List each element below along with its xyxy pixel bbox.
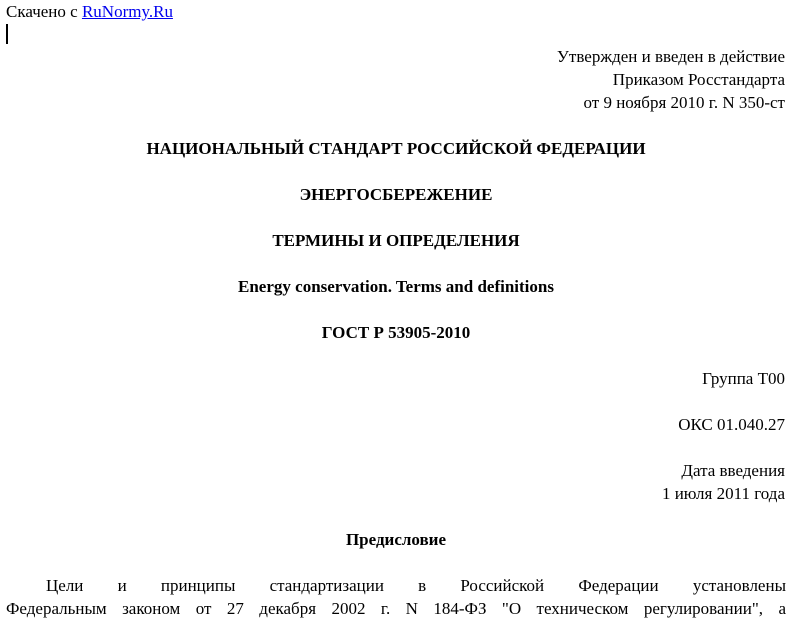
approval-line-2: Приказом Росстандарта xyxy=(612,70,785,89)
foreword-paragraph-line-2: Федеральным законом от 27 декабря 2002 г. N 184-ФЗ "О техническом регулировании", а xyxy=(6,599,786,618)
oks-code: ОКС 01.040.27 xyxy=(678,415,785,434)
approval-line-1: Утвержден и введен в действие xyxy=(556,47,785,66)
runormy-link[interactable]: RuNormy.Ru xyxy=(81,2,173,21)
download-prefix: Скачено с xyxy=(6,2,78,21)
standard-title: НАЦИОНАЛЬНЫЙ СТАНДАРТ РОССИЙСКОЙ ФЕДЕРАЦИИ xyxy=(146,139,646,158)
gost-number: ГОСТ Р 53905-2010 xyxy=(321,323,471,342)
text-cursor xyxy=(6,24,8,44)
approval-line-3: от 9 ноября 2010 г. N 350-ст xyxy=(583,93,785,112)
foreword-paragraph-line-1: Цели и принципы стандартизации в Российской Федерации установлены xyxy=(46,576,786,595)
intro-date: 1 июля 2011 года xyxy=(661,484,785,503)
standard-subtitle: ТЕРМИНЫ И ОПРЕДЕЛЕНИЯ xyxy=(272,231,520,250)
classification-group: Группа Т00 xyxy=(702,369,785,388)
intro-date-label: Дата введения xyxy=(681,461,785,480)
english-title: Energy conservation. Terms and definitions xyxy=(238,277,554,296)
standard-topic: ЭНЕРГОСБЕРЕЖЕНИЕ xyxy=(299,185,493,204)
foreword-heading: Предисловие xyxy=(345,530,447,549)
download-source-line xyxy=(6,2,173,22)
